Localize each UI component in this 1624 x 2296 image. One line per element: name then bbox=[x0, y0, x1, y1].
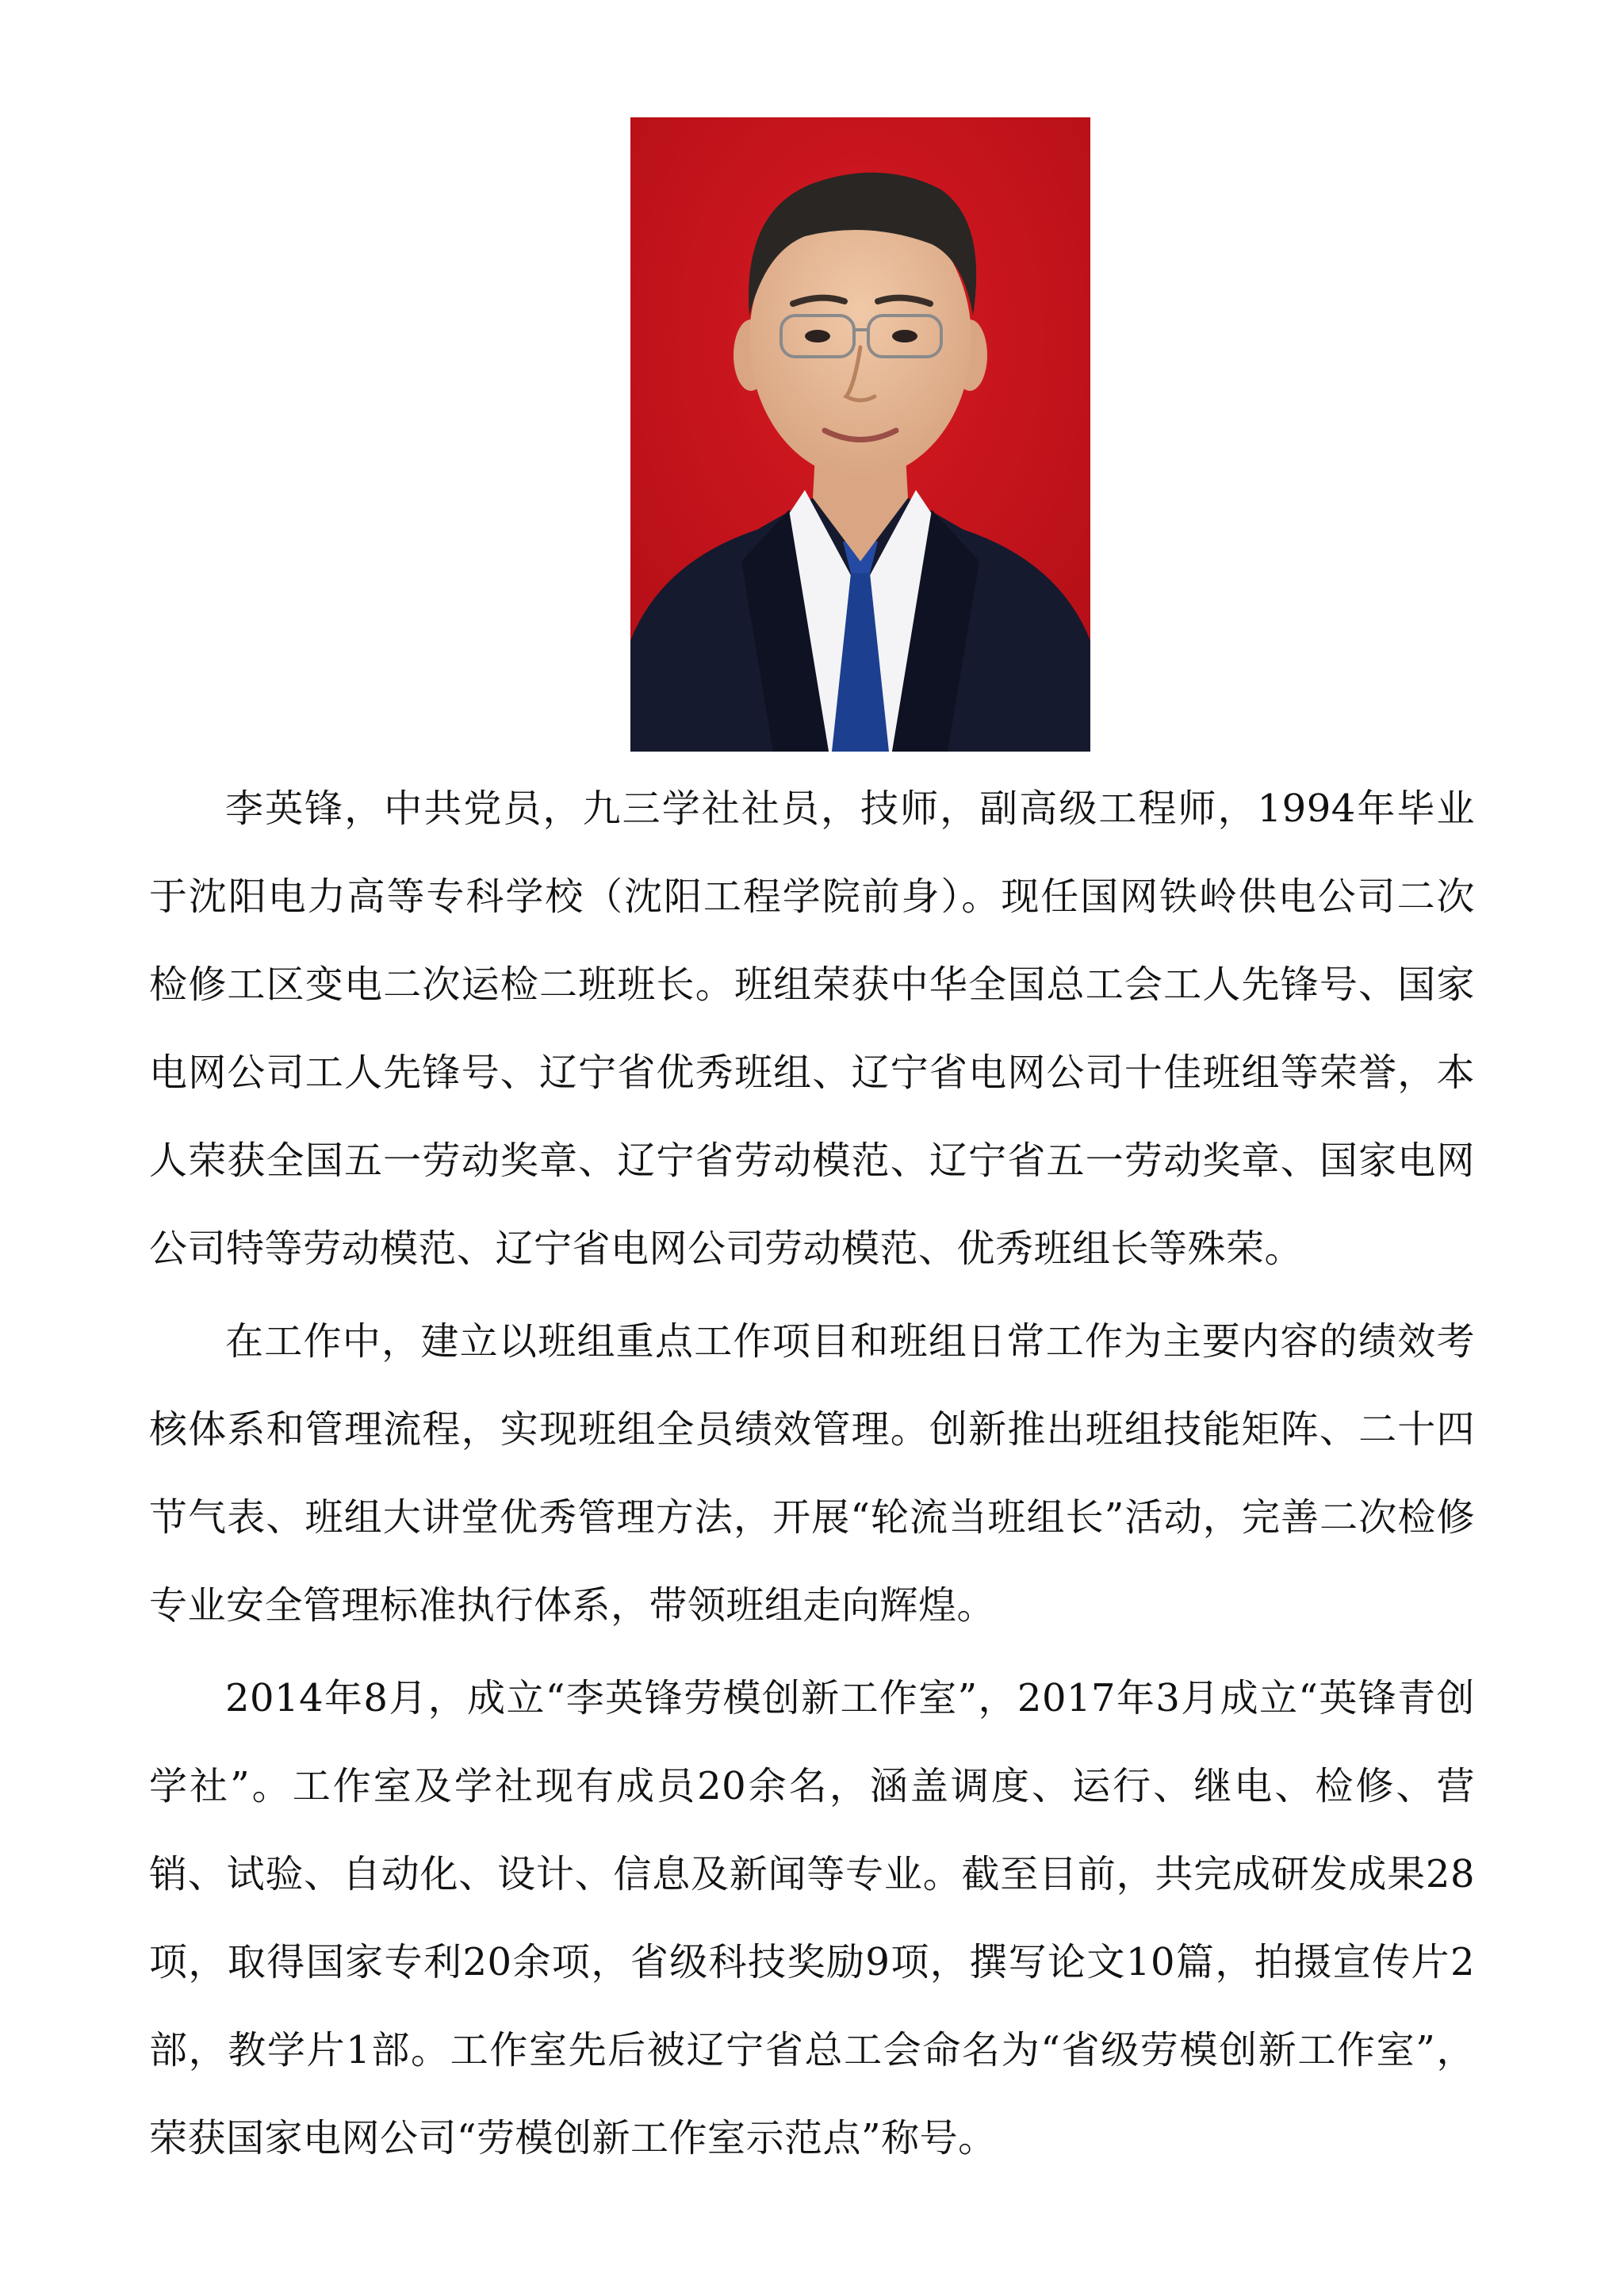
portrait-photo bbox=[630, 117, 1090, 752]
biography-paragraph-1: 李英锋，中共党员，九三学社社员，技师，副高级工程师，1994年毕业于沈阳电力高等专科学校（沈阳工程学院前身）。现任国网铁岭供电公司二次检修工区变电二次运检二班班长。班组荣获中华全国总工会工人先锋号、国家电网公司工人先锋号、辽宁省优秀班组、辽宁省电网公司十佳班组等荣誉，本人荣获全国五一劳动奖章、辽宁省劳动模范、辽宁省五一劳动奖章、国家电网公司特等劳动模范、辽宁省电网公司劳动模范、优秀班组长等殊荣。 bbox=[149, 786, 1475, 1271]
left-eye bbox=[805, 330, 830, 342]
biography-paragraph-3: 2014年8月，成立“李英锋劳模创新工作室”，2017年3月成立“英锋青创学社”。工作室及学社现有成员20余名，涵盖调度、运行、继电、检修、营销、试验、自动化、设计、信息及新闻等专业。截至目前，共完成研发成果28项，取得国家专利20余项，省级科技奖励9项，撰写论文10篇，拍摄宣传片2部，教学片1部。工作室先后被辽宁省总工会命名为“省级劳模创新工作室”，荣获国家电网公司“劳模创新工作室示范点”称号。 bbox=[149, 1676, 1475, 2160]
right-eye bbox=[892, 330, 917, 342]
biography-paragraph-2: 在工作中，建立以班组重点工作项目和班组日常工作为主要内容的绩效考核体系和管理流程，实现班组全员绩效管理。创新推出班组技能矩阵、二十四节气表、班组大讲堂优秀管理方法，开展“轮流当班组长”活动，完善二次检修专业安全管理标准执行体系，带领班组走向辉煌。 bbox=[149, 1319, 1475, 1628]
biography-text bbox=[149, 765, 1475, 2187]
portrait-illustration bbox=[630, 117, 1090, 752]
